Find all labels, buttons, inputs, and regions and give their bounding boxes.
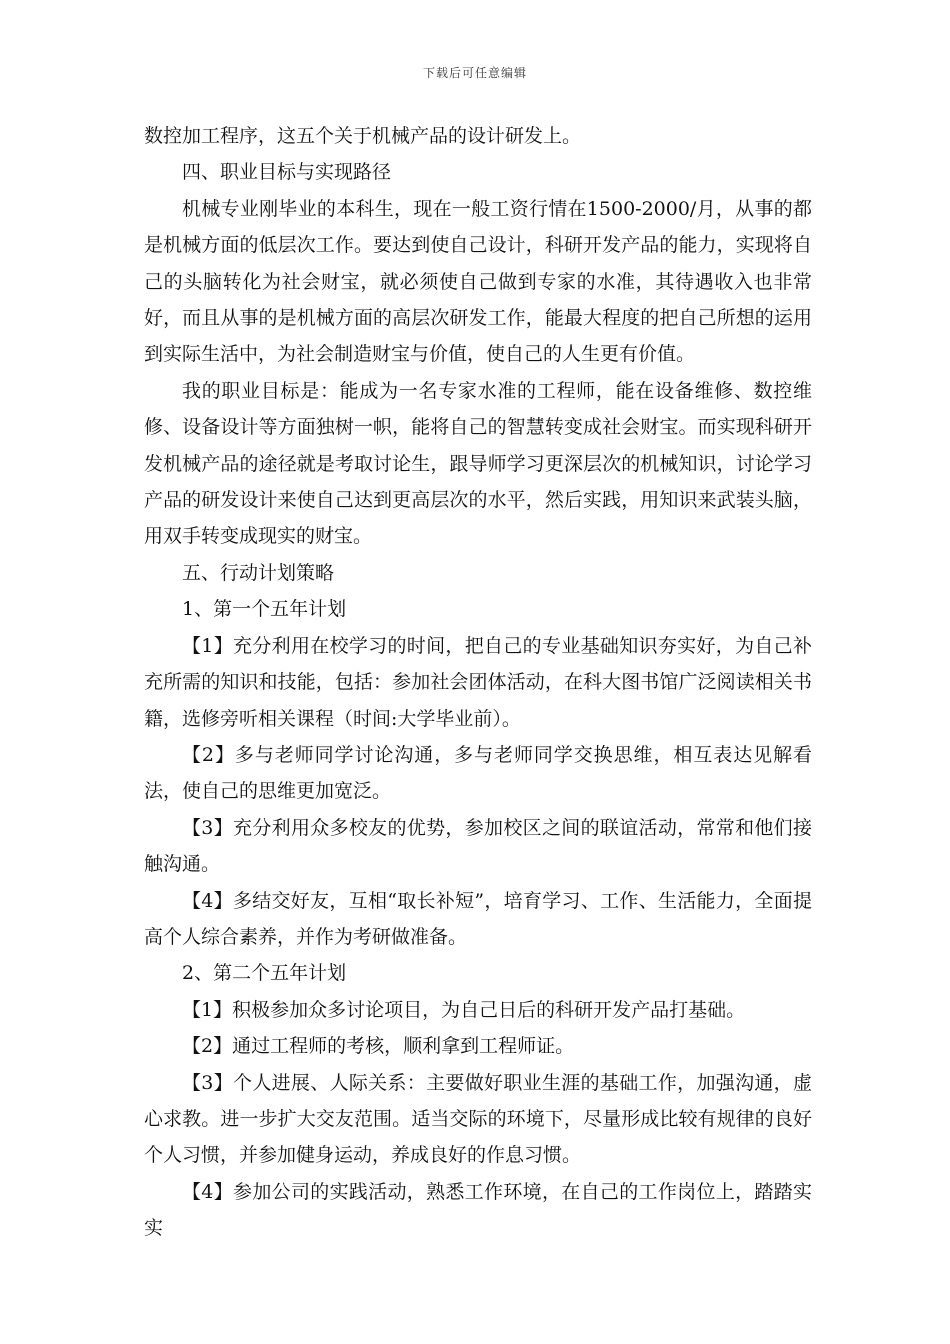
paragraph-career-goal: 我的职业目标是：能成为一名专家水准的工程师，能在设备维修、数控维修、设备设计等方面独树一帜，能将自己的智慧转变成社会财宝。而实现科研开发机械产品的途径就是考取讨论生，跟导师学习更深层次的机械知识，讨论学习产品的研发设计来使自己达到更高层次的水平，然后实践，用知识来武装头脑，用双手转变成现实的财宝。 (144, 379, 812, 548)
list-item-second-1: 【1】积极参加众多讨论项目，为自己日后的科研开发产品打基础。 (182, 998, 746, 1021)
subheading-second-plan: 2、第二个五年计划 (182, 962, 347, 985)
paragraph-continuation: 数控加工程序，这五个关于机械产品的设计研发上。 (144, 125, 582, 147)
section-heading-goals: 四、职业目标与实现路径 (182, 161, 392, 184)
page-header-note: 下载后可任意编辑 (422, 66, 527, 80)
list-item-second-2: 【2】通过工程师的考核，顺利拿到工程师证。 (182, 1035, 575, 1058)
list-item-first-2: 【2】多与老师同学讨论沟通，多与老师同学交换思维，相互表达见解看法，使自己的思维更加宽泛。 (144, 743, 812, 803)
list-item-second-4: 【4】参加公司的实践活动，熟悉工作环境，在自己的工作岗位上，踏踏实实 (144, 1180, 812, 1240)
list-item-first-4: 【4】多结交好友，互相“取长补短”，培育学习、工作、生活能力，全面提高个人综合素养，并作为考研做准备。 (144, 889, 812, 948)
list-item-first-3: 【3】充分利用众多校友的优势，参加校区之间的联谊活动，常常和他们接触沟通。 (144, 816, 812, 876)
list-item-first-1: 【1】充分利用在校学习的时间，把自己的专业基础知识夯实好，为自己补充所需的知识和技能，包括：参加社会团体活动，在科大图书馆广泛阅读相关书籍，选修旁听相关课程（时间:大学毕业前）。 (144, 634, 812, 730)
subheading-first-plan: 1、第一个五年计划 (182, 598, 347, 621)
document-body (144, 118, 812, 1247)
list-item-second-3: 【3】个人进展、人际关系：主要做好职业生涯的基础工作，加强沟通，虚心求教。进一步扩大交友范围。适当交际的环境下，尽量形成比较有规律的良好个人习惯，并参加健身运动，养成良好的作息习惯。 (144, 1071, 812, 1167)
section-heading-action-plan: 五、行动计划策略 (182, 561, 335, 584)
paragraph-salary: 机械专业刚毕业的本科生，现在一般工资行情在1500-2000/月，从事的都是机械方面的低层次工作。要达到使自己设计，科研开发产品的能力，实现将自己的头脑转化为社会财宝，就必须使自己做到专家的水准，其待遇收入也非常好，而且从事的是机械方面的高层次研发工作，能最大程度的把自己所想的运用到实际生活中，为社会制造财宝与价值，使自己的人生更有价值。 (144, 197, 812, 366)
